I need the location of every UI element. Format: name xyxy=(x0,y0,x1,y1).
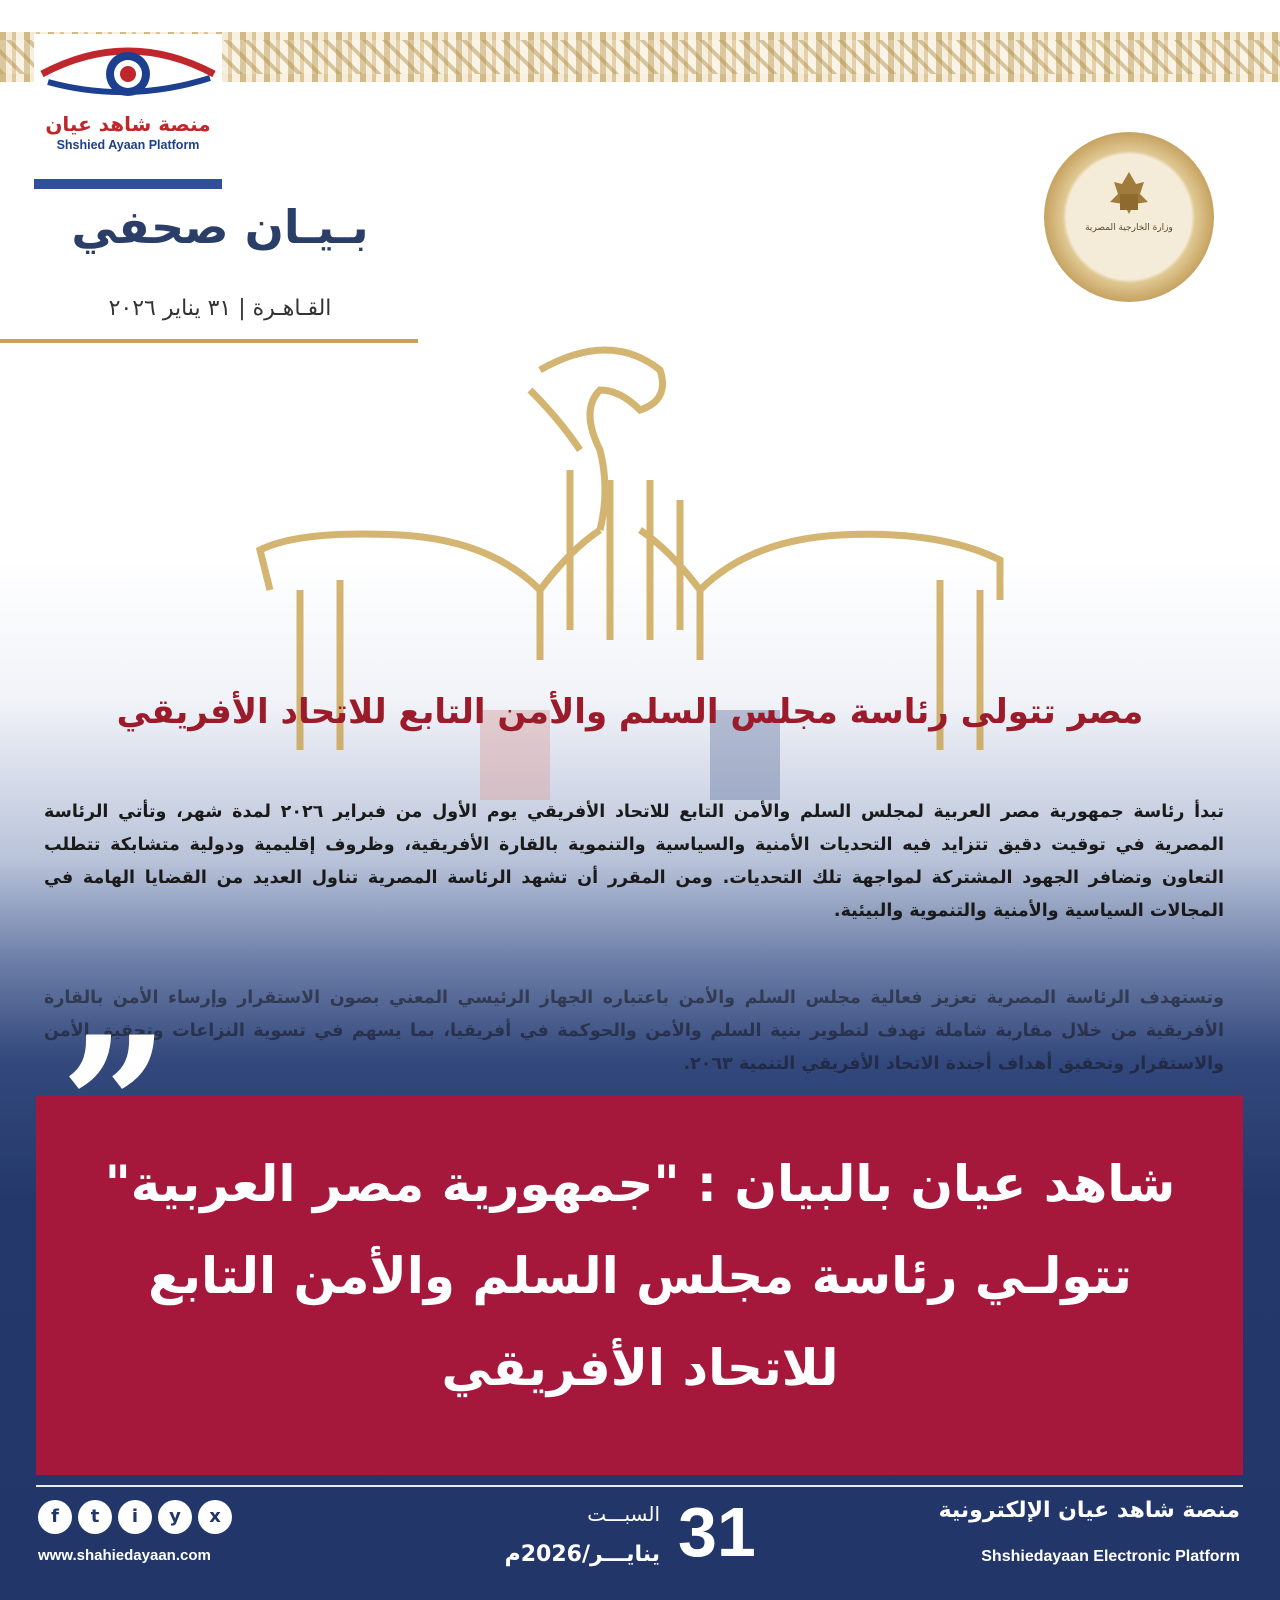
facebook-icon[interactable]: f xyxy=(38,1500,72,1534)
quote-line-3: للاتحاد الأفريقي xyxy=(441,1339,839,1397)
press-release-title: بـيـان صحفي xyxy=(71,200,369,254)
platform-name-arabic: منصة شاهد عيان الإلكترونية xyxy=(938,1498,1240,1523)
quote-line-2: تتولـي رئاسة مجلس السلم والأمن التابع xyxy=(148,1247,1132,1305)
date-month-year: ينايـــر/2026م xyxy=(504,1542,660,1567)
seal-text: وزارة الخارجية المصرية xyxy=(1085,223,1173,233)
quote-line-1: شاهد عيان بالبيان : "جمهورية مصر العربية" xyxy=(104,1155,1176,1213)
quote-text xyxy=(60,1138,1220,1414)
date-day-number: 31 xyxy=(678,1493,756,1571)
eagle-emblem-icon xyxy=(1044,132,1214,302)
date-day-name: السبـــت xyxy=(587,1502,660,1526)
press-release-dateline: القـاهـرة | ٣١ يناير ٢٠٢٦ xyxy=(108,296,332,321)
logo-underline-bar xyxy=(34,179,222,189)
youtube-icon[interactable]: y xyxy=(158,1500,192,1534)
article-paragraph-1: تبدأ رئاسة جمهورية مصر العربية لمجلس السلم والأمن التابع للاتحاد الأفريقي يوم الأول من فبراير ٢٠٢٦ لمدة شهر، وتأتي الرئاسة المصرية في توقيت دقيق تتزايد فيه التحديات الأمنية والسياسية والتنموية بالقارة الأفريقية، وظروف إقليمية ودولية متشابكة تتطلب التعاون وتضافر الجهود المشتركة لمواجهة تلك التحديات. ومن المقرر أن تشهد الرئاسة المصرية تناول العديد من القضايا الهامة في المجالات السياسية والأمنية والتنموية والبيئية. xyxy=(44,802,1224,921)
article-headline: مصر تتولى رئاسة مجلس السلم والأمن التابع للاتحاد الأفريقي xyxy=(116,692,1144,732)
logo-name-arabic: منصة شاهد عيان xyxy=(45,112,211,136)
logo-name-english: Shshied Ayaan Platform xyxy=(56,138,200,152)
platform-name-english: Shshiedayaan Electronic Platform xyxy=(981,1548,1240,1565)
twitter-icon[interactable]: t xyxy=(78,1500,112,1534)
quote-mark-icon: ” xyxy=(60,995,170,1218)
website-link[interactable]: www.shahiedayaan.com xyxy=(38,1547,211,1564)
instagram-icon[interactable]: i xyxy=(118,1500,152,1534)
watermark-eagle-icon xyxy=(240,330,1040,810)
ministry-seal xyxy=(1044,132,1214,302)
eye-logo-icon xyxy=(34,34,222,114)
article-paragraph-2: وتستهدف الرئاسة المصرية تعزيز فعالية مجلس السلم والأمن باعتباره الجهاز الرئيسي المعني بصون الاستقرار وإرساء الأمن بالقارة الأفريقية من خلال مقاربة شاملة تهدف لتطوير بنية السلم والأمن والحوكمة في أفريقيا، بما يسهم في تسوية النزاعات وتحقيق الأمن والاستقرار وتحقيق أهداف أجندة الاتحاد الأفريقي التنمية ٢٠٦٣. xyxy=(44,988,1224,1074)
x-icon[interactable]: x xyxy=(198,1500,232,1534)
footer-divider xyxy=(36,1485,1243,1487)
